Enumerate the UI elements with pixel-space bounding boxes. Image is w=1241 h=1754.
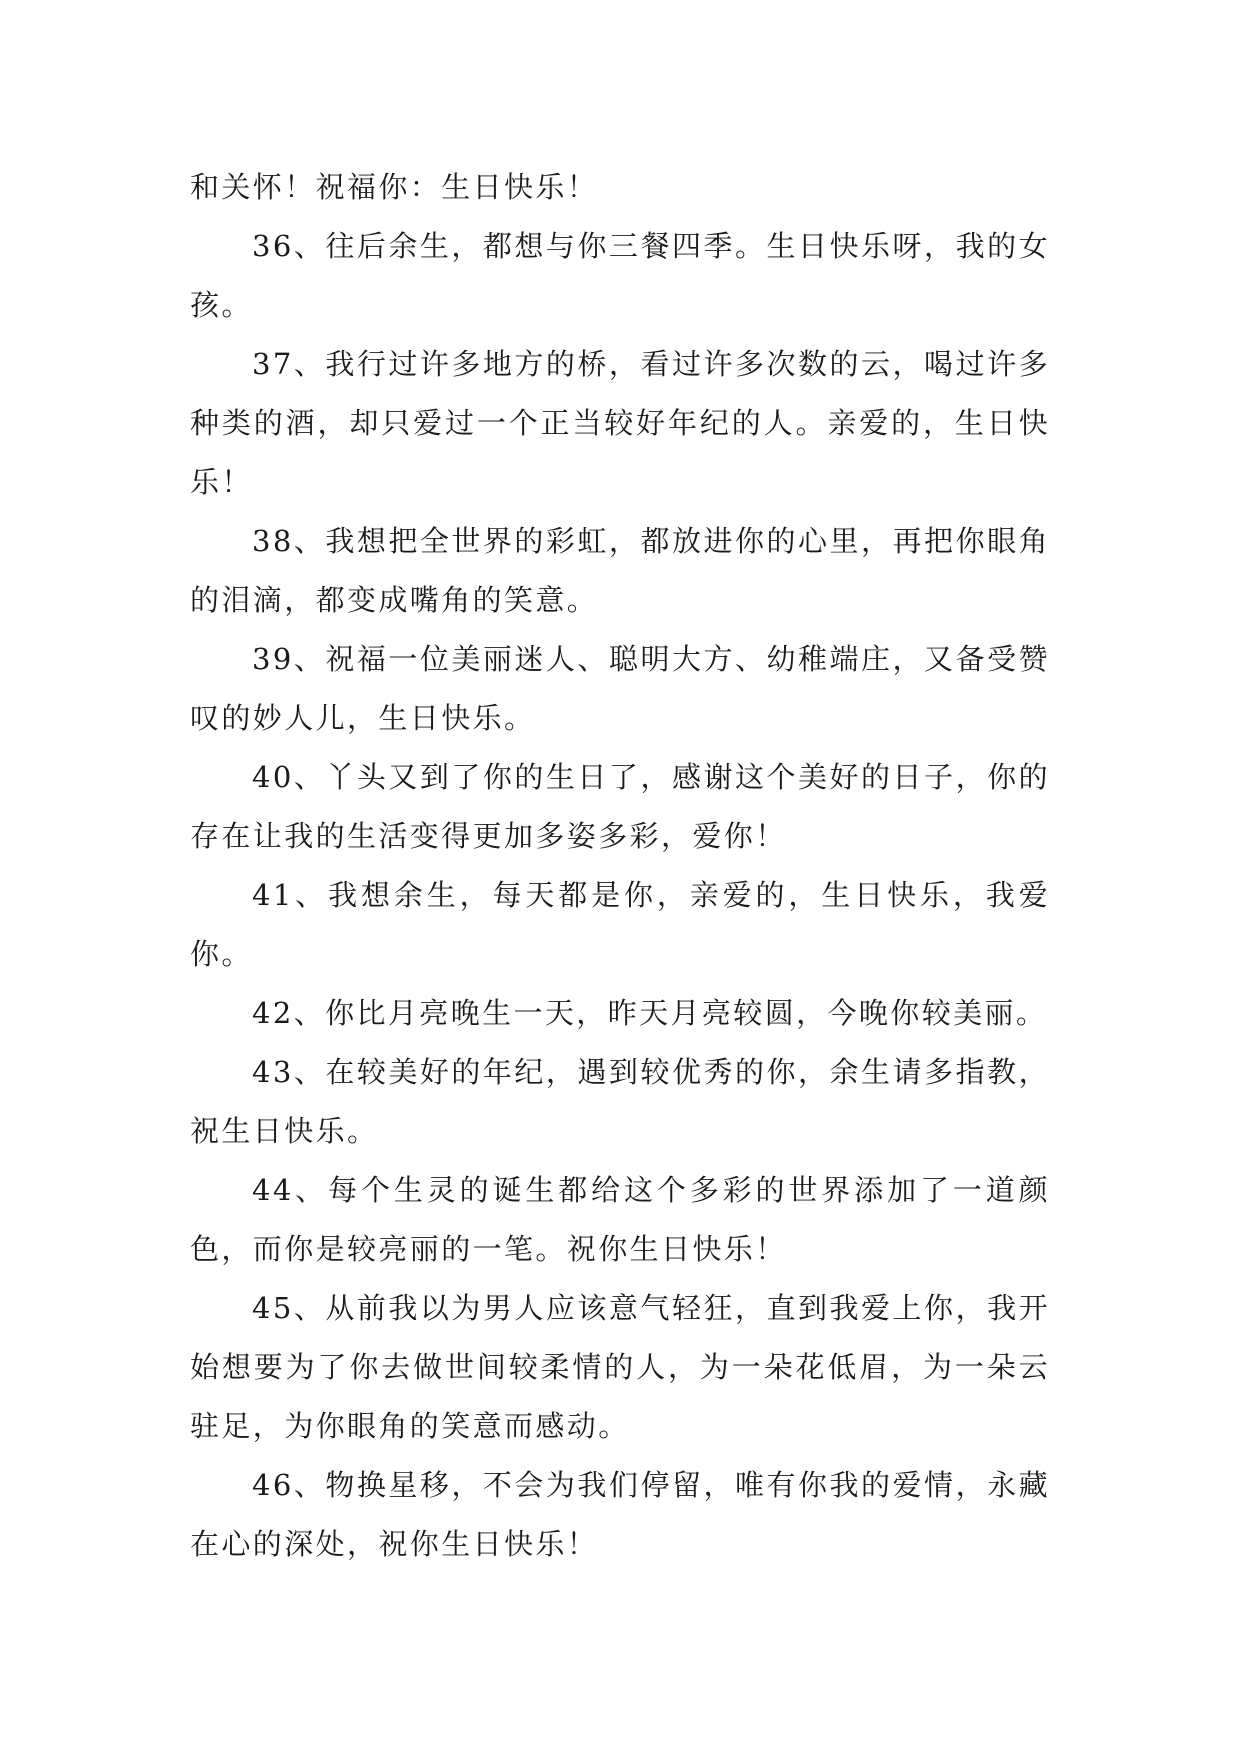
paragraph-37: 37、我行过许多地方的桥，看过许多次数的云，喝过许多种类的酒，却只爱过一个正当较好年纪的人。亲爱的，生日快乐！	[190, 347, 1050, 499]
paragraph-43: 43、在较美好的年纪，遇到较优秀的你，余生请多指教，祝生日快乐。	[190, 1055, 1050, 1148]
paragraph-40: 40、丫头又到了你的生日了，感谢这个美好的日子，你的存在让我的生活变得更加多姿多彩，爱你！	[190, 760, 1050, 853]
paragraph-45: 45、从前我以为男人应该意气轻狂，直到我爱上你，我开始想要为了你去做世间较柔情的人，为一朵花低眉，为一朵云驻足，为你眼角的笑意而感动。	[190, 1291, 1050, 1443]
paragraph-44: 44、每个生灵的诞生都给这个多彩的世界添加了一道颜色，而你是较亮丽的一笔。祝你生日快乐！	[190, 1173, 1050, 1266]
paragraph-39: 39、祝福一位美丽迷人、聪明大方、幼稚端庄，又备受赞叹的妙人儿，生日快乐。	[190, 642, 1050, 735]
paragraph-36: 36、往后余生，都想与你三餐四季。生日快乐呀，我的女孩。	[190, 229, 1050, 322]
document-body	[190, 158, 1050, 1574]
paragraph-continuation: 和关怀！祝福你：生日快乐！	[190, 170, 599, 204]
paragraph-38: 38、我想把全世界的彩虹，都放进你的心里，再把你眼角的泪滴，都变成嘴角的笑意。	[190, 524, 1050, 617]
paragraph-41: 41、我想余生，每天都是你，亲爱的，生日快乐，我爱你。	[190, 878, 1050, 971]
paragraph-42: 42、你比月亮晚生一天，昨天月亮较圆，今晚你较美丽。	[252, 996, 1048, 1030]
paragraph-46: 46、物换星移，不会为我们停留，唯有你我的爱情，永藏在心的深处，祝你生日快乐！	[190, 1468, 1050, 1561]
